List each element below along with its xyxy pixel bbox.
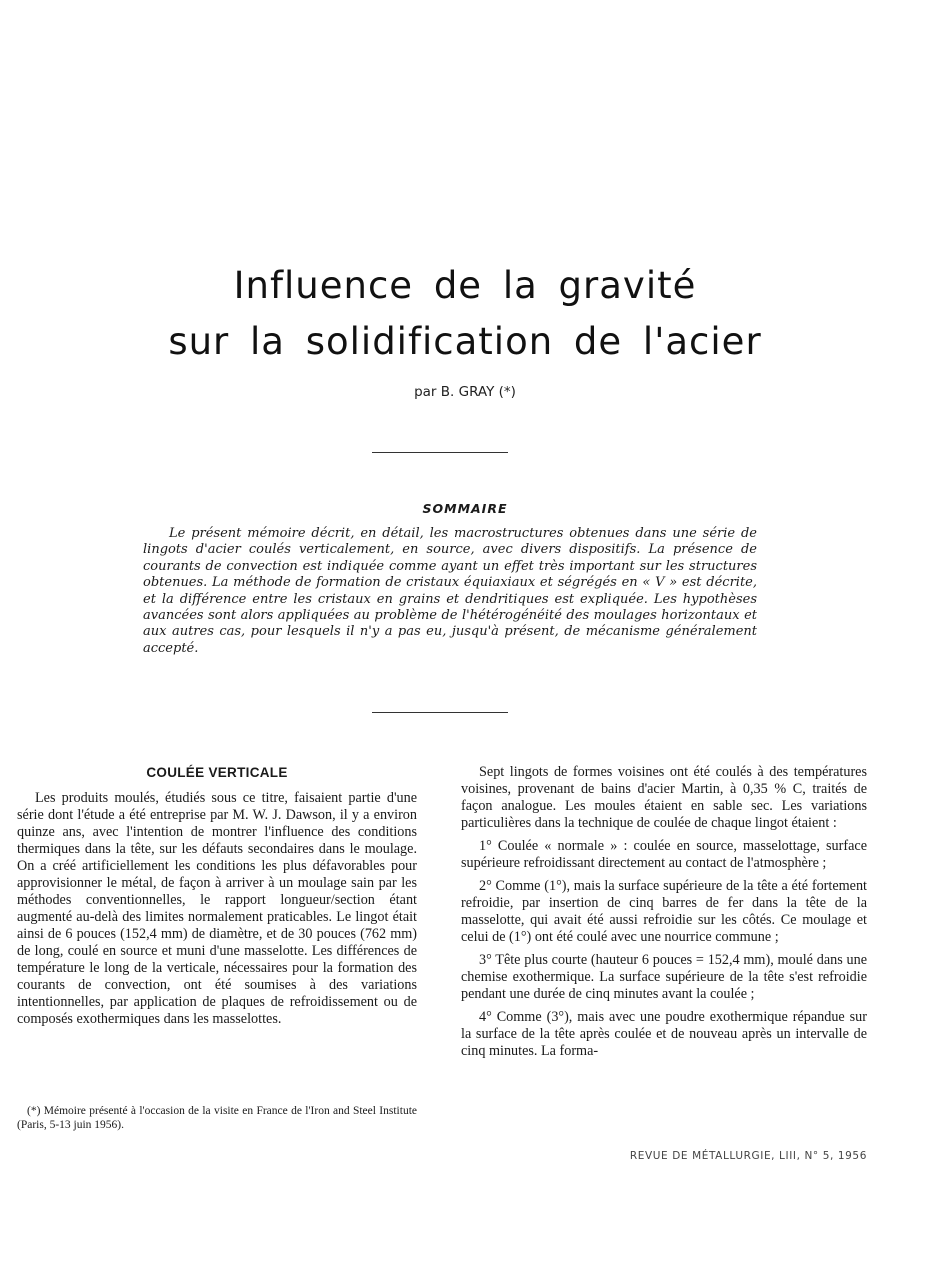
journal-footer: REVUE DE MÉTALLURGIE, LIII, N° 5, 1956: [629, 1150, 867, 1162]
list-item-1: 1° Coulée « normale » : coulée en source, masselottage, surface supérieure refroidissant directement au contact de l'atmosphère ;: [461, 838, 867, 871]
divider-bottom: [372, 712, 508, 713]
article-title-line-1: Influence de la gravité: [233, 264, 697, 307]
body-paragraph: Sept lingots de formes voisines ont été coulés à des températures voisines, provenant de bains d'acier Martin, à 0,35 % C, traités de façon analogue. Les moules étaient en sable sec. Les variations particulières dans la technique de coulée de chaque lingot étaient :: [461, 764, 867, 831]
list-item-2: 2° Comme (1°), mais la surface supérieure de la tête a été fortement refroidie, par insertion de cinq barres de fer dans la tête de la masselotte, qui avait été aussi refroidie sur les côtés. Ce moulage et celui de (1°) ont été coulé avec une nourrice commune ;: [461, 878, 867, 945]
left-column: [17, 764, 417, 1034]
list-item-3: 3° Tête plus courte (hauteur 6 pouces = 152,4 mm), moulé dans une chemise exothermique. La surface supérieure de la tête s'est refroidie pendant une durée de cinq minutes avant la coulée ;: [461, 952, 867, 1002]
footnote: (*) Mémoire présenté à l'occasion de la visite en France de l'Iron and Steel Institute (Paris, 5-13 juin 1956).: [17, 1105, 417, 1131]
author-byline: par B. GRAY (*): [414, 384, 516, 400]
summary-text: Le présent mémoire décrit, en détail, les macrostructures obtenues dans une série de lingots d'acier coulés verticalement, en source, avec divers dispositifs. La présence de courants de convection est indiquée comme ayant un effet très important sur les structures obtenues. La méthode de formation de cristaux équiaxiaux et ségrégés en « V » est décrite, et la différence entre les cristaux en grains et dendritiques est expliquée. Les hypothèses avancées sont alors appliquées au problème de l'hétérogénéité des moulages horizontaux et aux autres cas, pour lesquels il n'y a pas eu, jusqu'à présent, de mécanisme généralement accepté.: [143, 526, 757, 656]
article-title-line-2: sur la solidification de l'acier: [168, 320, 762, 363]
section-heading: COULÉE VERTICALE: [146, 765, 288, 780]
right-column: [461, 764, 867, 1066]
divider-top: [372, 452, 508, 453]
article-title: [0, 258, 930, 370]
summary-heading: SOMMAIRE: [422, 501, 508, 516]
list-item-4: 4° Comme (3°), mais avec une poudre exothermique répandue sur la surface de la tête après coulée et de nouveau après un intervalle de cinq minutes. La forma-: [461, 1009, 867, 1059]
body-paragraph: Les produits moulés, étudiés sous ce titre, faisaient partie d'une série dont l'étude a été entreprise par M. W. J. Dawson, il y a environ quinze ans, avec l'intention de montrer l'influence des conditions thermiques dans la tête, sur les défauts secondaires dans le moulage. On a créé artificiellement les conditions les plus défavorables pour approvisionner le métal, de façon à arriver à un moulage sain par les méthodes conventionnelles, le rapport longueur/section étant augmenté au-delà des limites normalement praticables. Le lingot était ainsi de 6 pouces (152,4 mm) de diamètre, et de 30 pouces (762 mm) de long, coulé en source et muni d'une masselotte. Les différences de température le long de la verticale, nécessaires pour la formation des courants de convection, ont été soumises à des variations intentionnelles, par application de plaques de refroidissement ou de composés exothermiques dans les masselottes.: [17, 790, 417, 1027]
